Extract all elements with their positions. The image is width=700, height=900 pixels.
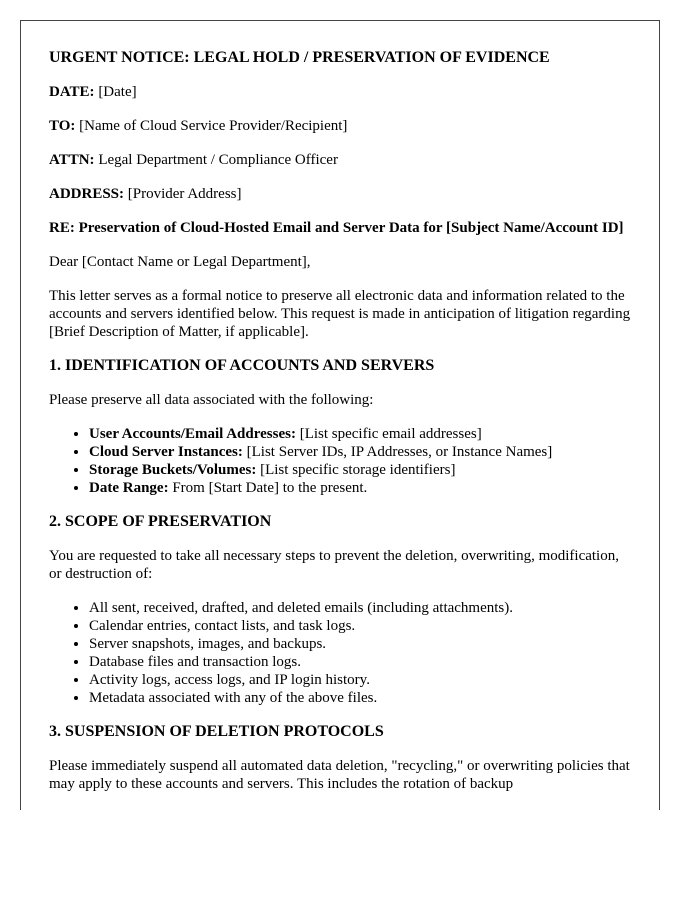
date-value: [Date] (98, 84, 137, 100)
list-item (89, 479, 631, 497)
list-item: • Calendar entries, contact lists, and task logs. (89, 617, 631, 635)
address-label: ADDRESS: (49, 186, 125, 202)
list-item: • Metadata associated with any of the above files. (89, 689, 631, 707)
section2-lead: You are requested to take all necessary steps to prevent the deletion, overwriting, modification, or destruction of: (49, 548, 619, 582)
item-label: Date Range: (89, 480, 169, 496)
salutation: Dear [Contact Name or Legal Department], (49, 254, 311, 270)
section1-list (49, 425, 631, 497)
list-item: • Activity logs, access logs, and IP login history. (89, 671, 631, 689)
list-item (89, 443, 631, 461)
section2-heading: 2. SCOPE OF PRESERVATION (49, 513, 272, 530)
list-item (89, 425, 631, 443)
item-label: Cloud Server Instances: (89, 444, 243, 460)
list-item: • Database files and transaction logs. (89, 653, 631, 671)
list-item (89, 461, 631, 479)
item-value: From [Start Date] to the present. (168, 480, 368, 496)
section3-body: Please immediately suspend all automated data deletion, "recycling," or overwriting policies that may apply to these accounts and servers. This includes the rotation of backup (49, 758, 630, 792)
letter-page (20, 20, 660, 810)
letter-content (21, 21, 659, 793)
address-line (49, 185, 631, 203)
to-line (49, 117, 631, 135)
to-value: [Name of Cloud Service Provider/Recipient] (79, 118, 348, 134)
list-item: • All sent, received, drafted, and deleted emails (including attachments). (89, 599, 631, 617)
address-value: [Provider Address] (127, 186, 242, 202)
item-label: Storage Buckets/Volumes: (89, 462, 257, 478)
item-value: [List specific storage identifiers] (256, 462, 456, 478)
attn-value: Legal Department / Compliance Officer (98, 152, 338, 168)
date-line (49, 83, 631, 101)
re-line: RE: Preservation of Cloud-Hosted Email and Server Data for [Subject Name/Account ID] (49, 220, 624, 236)
section2-list (49, 599, 631, 707)
date-label: DATE: (49, 84, 95, 100)
attn-line (49, 151, 631, 169)
list-item: • Server snapshots, images, and backups. (89, 635, 631, 653)
section1-lead: Please preserve all data associated with the following: (49, 392, 374, 408)
intro-paragraph: This letter serves as a formal notice to preserve all electronic data and information related to the accounts and servers identified below. This request is made in anticipation of litigation regarding [Brief Description of Matter, if applicable]. (49, 288, 631, 340)
notice-title: URGENT NOTICE: LEGAL HOLD / PRESERVATION OF EVIDENCE (49, 49, 550, 66)
attn-label: ATTN: (49, 152, 95, 168)
section1-heading: 1. IDENTIFICATION OF ACCOUNTS AND SERVERS (49, 357, 435, 374)
section3-heading: 3. SUSPENSION OF DELETION PROTOCOLS (49, 723, 384, 740)
item-value: [List Server IDs, IP Addresses, or Instance Names] (242, 444, 553, 460)
to-label: TO: (49, 118, 76, 134)
item-label: User Accounts/Email Addresses: (89, 426, 296, 442)
item-value: [List specific email addresses] (295, 426, 482, 442)
